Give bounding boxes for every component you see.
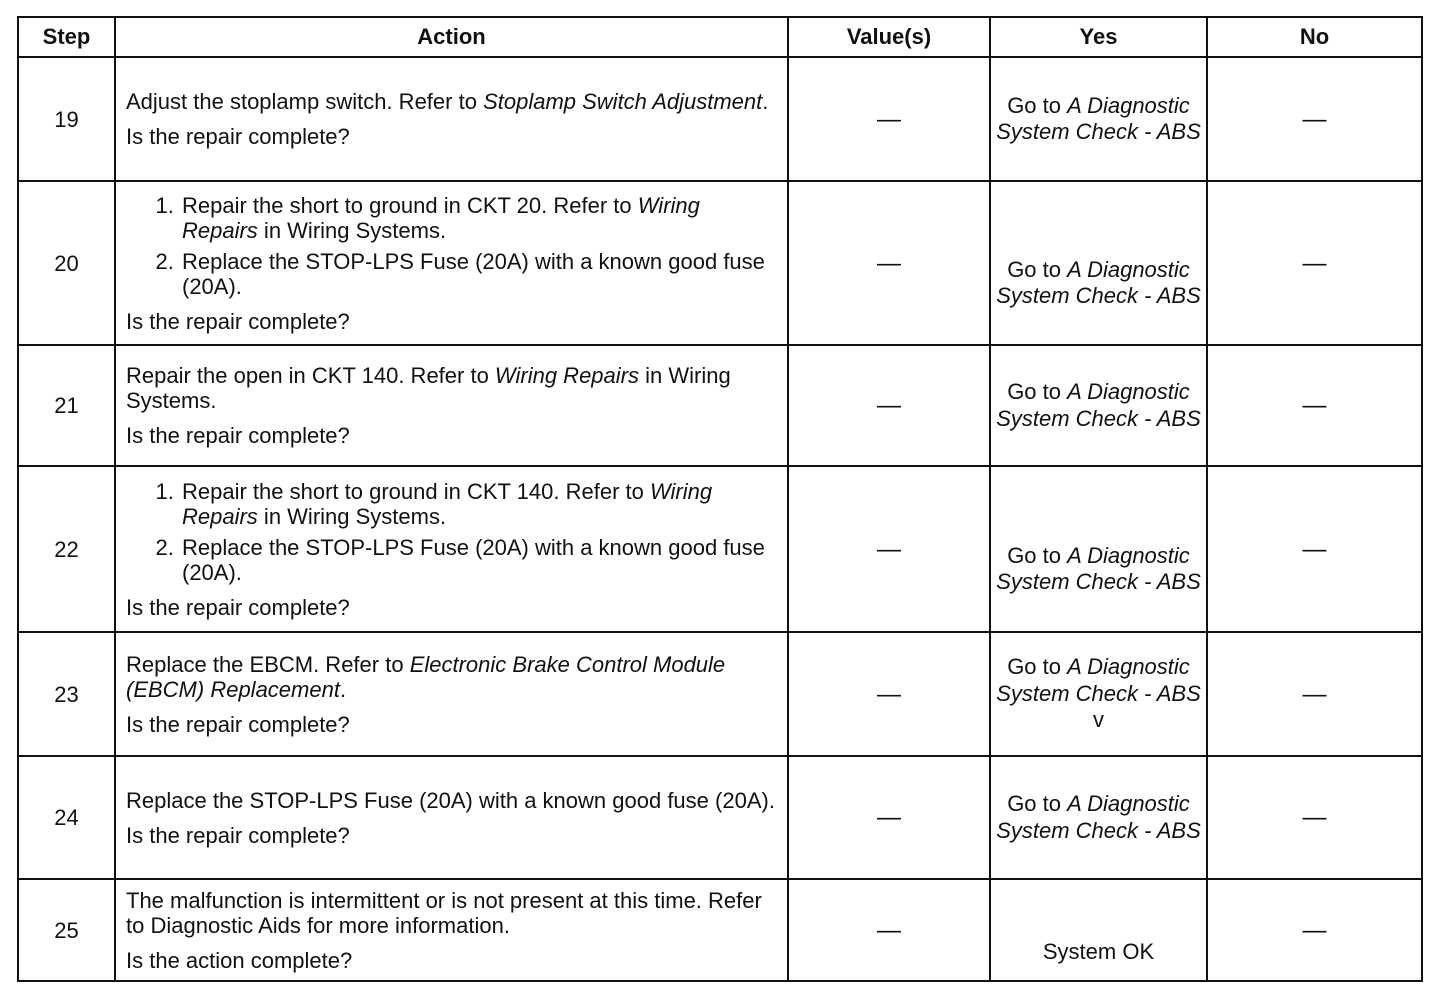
action-question: Is the repair complete? bbox=[126, 124, 350, 149]
value-cell: — bbox=[788, 345, 990, 466]
no-cell: — bbox=[1207, 57, 1422, 181]
action-text: Repair the open in CKT 140. Refer to Wiring Repairs in Wiring Systems. bbox=[126, 363, 731, 413]
action-question: Is the repair complete? bbox=[126, 423, 350, 448]
table-row bbox=[18, 632, 1422, 756]
yes-link[interactable]: A Diagnostic System Check - ABS bbox=[996, 654, 1201, 706]
action-text: The malfunction is intermittent or is not present at this time. Refer to Diagnostic Aids for more information. bbox=[126, 887, 762, 938]
table-row bbox=[18, 57, 1422, 181]
yes-link[interactable]: A Diagnostic System Check - ABS bbox=[996, 542, 1201, 594]
action-cell bbox=[115, 466, 788, 632]
yes-link[interactable]: A Diagnostic System Check - ABS bbox=[996, 256, 1201, 308]
action-question: Is the repair complete? bbox=[126, 711, 350, 737]
system-ok-text: System OK bbox=[1042, 938, 1155, 964]
action-text: Replace the EBCM. Refer to Electronic Brake Control Module (EBCM) Replacement. bbox=[126, 651, 726, 702]
step-number: 23 bbox=[18, 632, 115, 756]
yes-cell: Go to A Diagnostic System Check - ABS bbox=[990, 57, 1207, 181]
table-row bbox=[18, 879, 1422, 981]
no-cell: — bbox=[1207, 879, 1422, 981]
header-no: No bbox=[1207, 17, 1422, 57]
action-text: Replace the STOP-LPS Fuse (20A) with a known good fuse (20A). bbox=[126, 787, 775, 813]
step-number: 21 bbox=[18, 345, 115, 466]
yes-cell: Go to A Diagnostic System Check - ABS bbox=[990, 345, 1207, 466]
yes-cell bbox=[990, 879, 1207, 981]
action-cell bbox=[115, 345, 788, 466]
header-yes: Yes bbox=[990, 17, 1207, 57]
step-number: 19 bbox=[18, 57, 115, 181]
action-question: Is the repair complete? bbox=[126, 822, 350, 848]
header-step: Step bbox=[18, 17, 115, 57]
action-cell bbox=[115, 632, 788, 756]
step-number: 24 bbox=[18, 756, 115, 879]
value-cell: — bbox=[788, 181, 990, 345]
action-question: Is the action complete? bbox=[126, 947, 353, 973]
action-cell bbox=[115, 57, 788, 181]
yes-link[interactable]: A Diagnostic System Check - ABS bbox=[996, 791, 1201, 843]
value-cell: — bbox=[788, 57, 990, 181]
action-list-item: 2. Replace the STOP-LPS Fuse (20A) with a known good fuse (20A). bbox=[180, 535, 777, 585]
value-cell: — bbox=[788, 632, 990, 756]
yes-cell: Go to A Diagnostic System Check - ABS v bbox=[990, 632, 1207, 756]
action-list-item: 2. Replace the STOP-LPS Fuse (20A) with a known good fuse (20A). bbox=[180, 249, 777, 299]
action-text: Adjust the stoplamp switch. Refer to Stoplamp Switch Adjustment. bbox=[126, 89, 769, 114]
yes-link[interactable]: A Diagnostic System Check - ABS bbox=[996, 92, 1201, 144]
value-cell: — bbox=[788, 756, 990, 879]
action-list-item: 1. Repair the short to ground in CKT 20. Refer to Wiring Repairs in Wiring Systems. bbox=[180, 193, 777, 243]
no-cell: — bbox=[1207, 466, 1422, 632]
table-row bbox=[18, 466, 1422, 632]
table-row bbox=[18, 181, 1422, 345]
action-cell bbox=[115, 756, 788, 879]
yes-cell: Go to A Diagnostic System Check - ABS bbox=[990, 181, 1207, 345]
action-question: Is the repair complete? bbox=[126, 308, 350, 334]
no-cell: — bbox=[1207, 632, 1422, 756]
action-list bbox=[126, 193, 777, 299]
header-action: Action bbox=[115, 17, 788, 57]
no-cell: — bbox=[1207, 181, 1422, 345]
value-cell: — bbox=[788, 879, 990, 981]
table-row bbox=[18, 756, 1422, 879]
header-values: Value(s) bbox=[788, 17, 990, 57]
no-cell: — bbox=[1207, 345, 1422, 466]
action-question: Is the repair complete? bbox=[126, 594, 350, 620]
yes-cell: Go to A Diagnostic System Check - ABS bbox=[990, 466, 1207, 632]
action-list bbox=[126, 479, 777, 585]
diagnostic-table-container bbox=[17, 16, 1423, 982]
yes-link[interactable]: A Diagnostic System Check - ABS bbox=[996, 379, 1201, 431]
action-cell bbox=[115, 879, 788, 981]
action-list-item: 1. Repair the short to ground in CKT 140. Refer to Wiring Repairs in Wiring Systems. bbox=[180, 479, 777, 529]
table-row bbox=[18, 345, 1422, 466]
step-number: 20 bbox=[18, 181, 115, 345]
step-number: 25 bbox=[18, 879, 115, 981]
no-cell: — bbox=[1207, 756, 1422, 879]
table-header-row bbox=[18, 17, 1422, 57]
value-cell: — bbox=[788, 466, 990, 632]
yes-cell: Go to A Diagnostic System Check - ABS bbox=[990, 756, 1207, 879]
step-number: 22 bbox=[18, 466, 115, 632]
diagnostic-steps-table bbox=[17, 16, 1423, 982]
action-cell bbox=[115, 181, 788, 345]
